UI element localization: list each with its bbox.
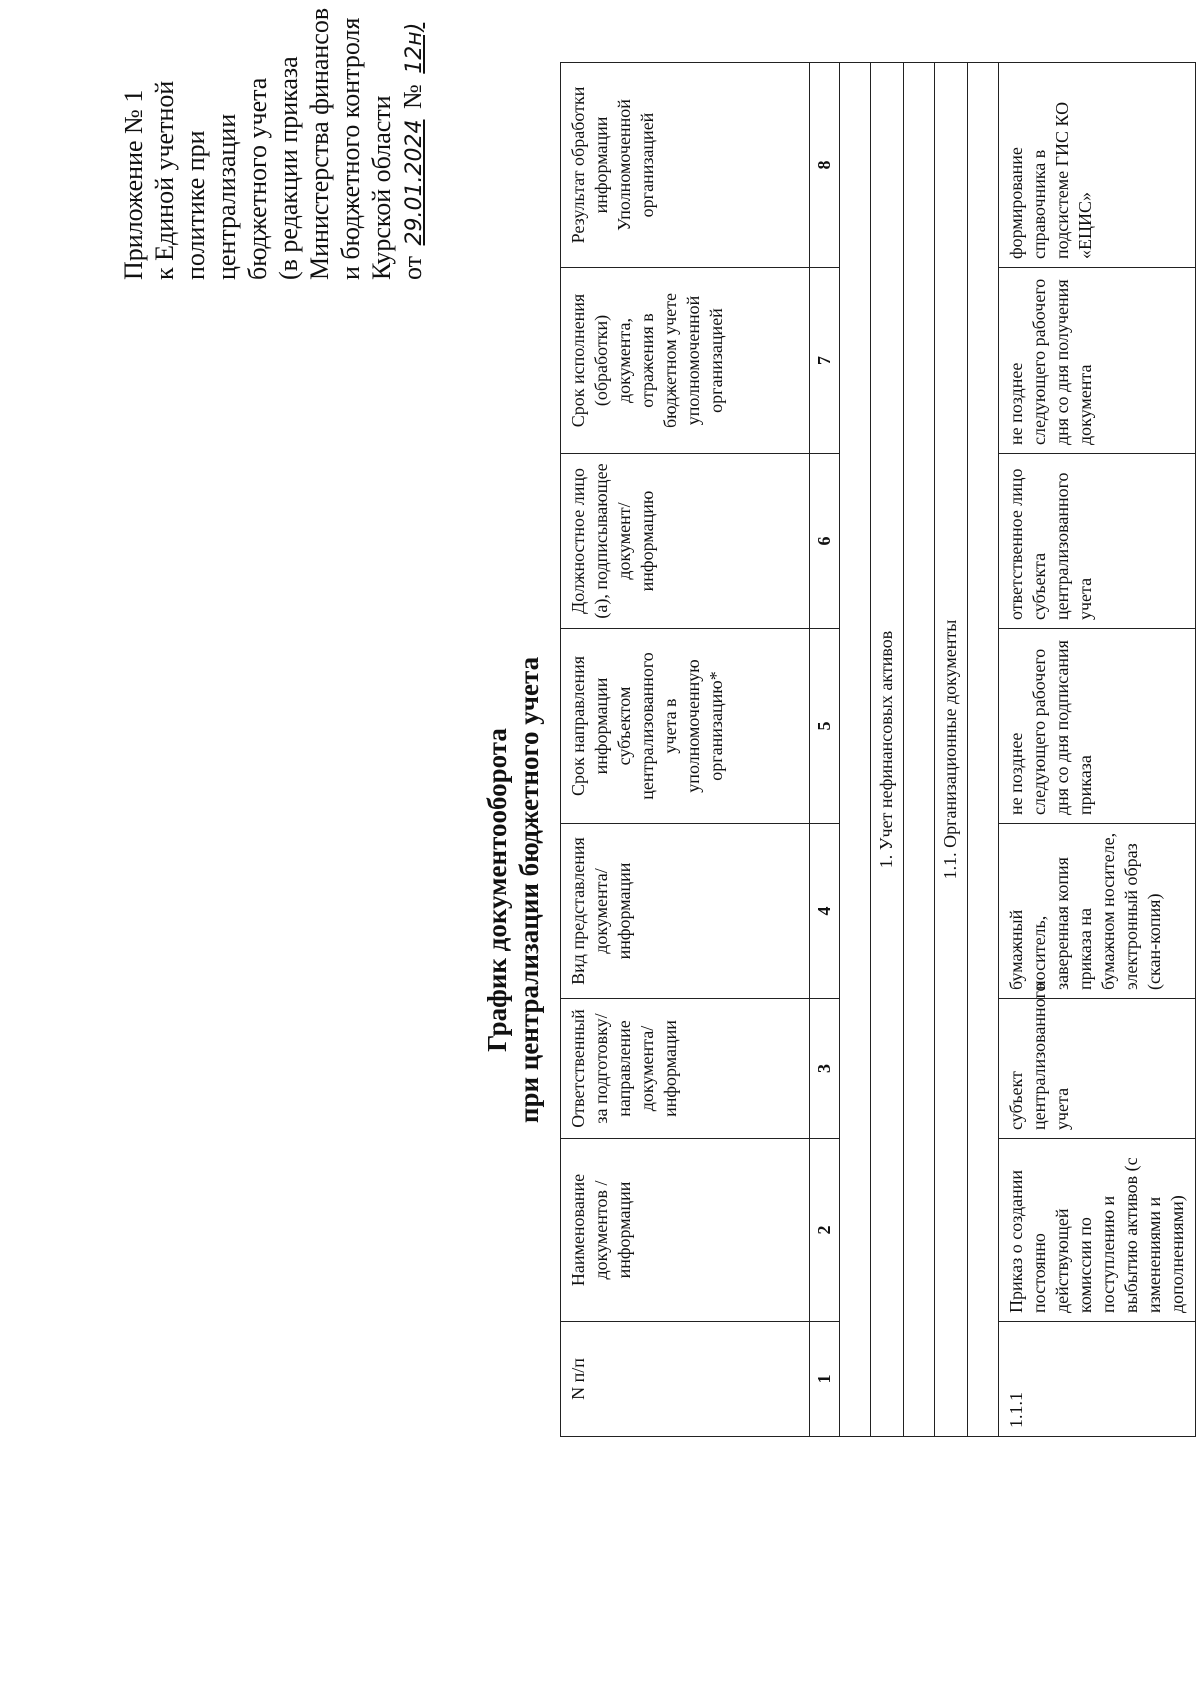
annex-line: централизации (212, 113, 241, 280)
column-number: 6 (810, 454, 840, 629)
document-flow-table (560, 62, 1196, 1437)
annex-line: политике при (181, 130, 210, 280)
date-prefix: от (398, 255, 427, 280)
column-number: 3 (810, 999, 840, 1139)
annex-date-line (397, 0, 430, 280)
table-header-row (561, 63, 810, 1437)
number-prefix: № (398, 84, 427, 109)
annex-block (118, 0, 430, 280)
subsection-row (935, 63, 968, 1437)
header-cell: Ответственный за подготовку/ направление документа/ информации (561, 999, 810, 1139)
column-number: 8 (810, 63, 840, 268)
column-number: 4 (810, 824, 840, 999)
spacer-cell (840, 63, 871, 1437)
column-number-row (810, 63, 840, 1437)
spacer-cell (904, 63, 935, 1437)
spacer-row (968, 63, 999, 1437)
section-title: 1. Учет нефинансовых активов (871, 63, 904, 1437)
cell-form: бумажный носитель, заверенная копия приказа на бумажном носителе, электронный образ (скан-копия) (999, 824, 1196, 999)
header-cell: Вид представления документа/ информации (561, 824, 810, 999)
header-cell: Должностное лицо (а), подписывающее документ/ информацию (561, 454, 810, 629)
column-number: 5 (810, 629, 840, 824)
table-row (999, 63, 1196, 1437)
annex-line: к Единой учетной (150, 80, 179, 280)
header-cell: N п/п (561, 1322, 810, 1437)
annex-line: (в редакции приказа (274, 56, 303, 280)
subsection-title: 1.1. Организационные документы (935, 63, 968, 1437)
document-subtitle: при централизации бюджетного учета (514, 656, 544, 1124)
column-number: 1 (810, 1322, 840, 1437)
cell-number: 1.1.1 (999, 1322, 1196, 1437)
cell-document-name: Приказ о создании постоянно действующей комиссии по поступлению и выбытию активов (с изменениями и дополнениями) (999, 1139, 1196, 1322)
spacer-row (840, 63, 871, 1437)
cell-deadline: не позднее следующего рабочего дня со дня подписания приказа (999, 629, 1196, 824)
annex-line: Министерства финансов (305, 7, 334, 280)
header-cell: Срок направления информации субъектом централизованного учета в уполномоченную организацию* (561, 629, 810, 824)
header-cell: Срок исполнения (обработки) документа, отражения в бюджетном учете уполномоченной организацией (561, 268, 810, 454)
spacer-cell (968, 63, 999, 1437)
annex-line: бюджетного учета (243, 77, 272, 280)
cell-processing: не позднее следующего рабочего дня со дня получения документа (999, 268, 1196, 454)
handwritten-date: 29.01.2024 (402, 119, 427, 246)
spacer-row (904, 63, 935, 1437)
section-row (871, 63, 904, 1437)
annex-line: Приложение № 1 (119, 89, 148, 280)
annex-line: и бюджетного контроля (336, 17, 365, 280)
header-cell: Результат обработки информации Уполномоченной организацией (561, 63, 810, 268)
cell-responsible: субъект централизованного учета (999, 999, 1196, 1139)
column-number: 2 (810, 1139, 840, 1322)
annex-line: Курской области (367, 95, 396, 280)
handwritten-number: 12н) (402, 22, 427, 74)
document-title: График документооборота (482, 728, 512, 1052)
header-cell: Наименование документов / информации (561, 1139, 810, 1322)
cell-result: формирование справочника в подсистеме ГИС КО «ЕЦИС» (999, 63, 1196, 268)
cell-signer: ответственное лицо субъекта централизованного учета (999, 454, 1196, 629)
column-number: 7 (810, 268, 840, 454)
